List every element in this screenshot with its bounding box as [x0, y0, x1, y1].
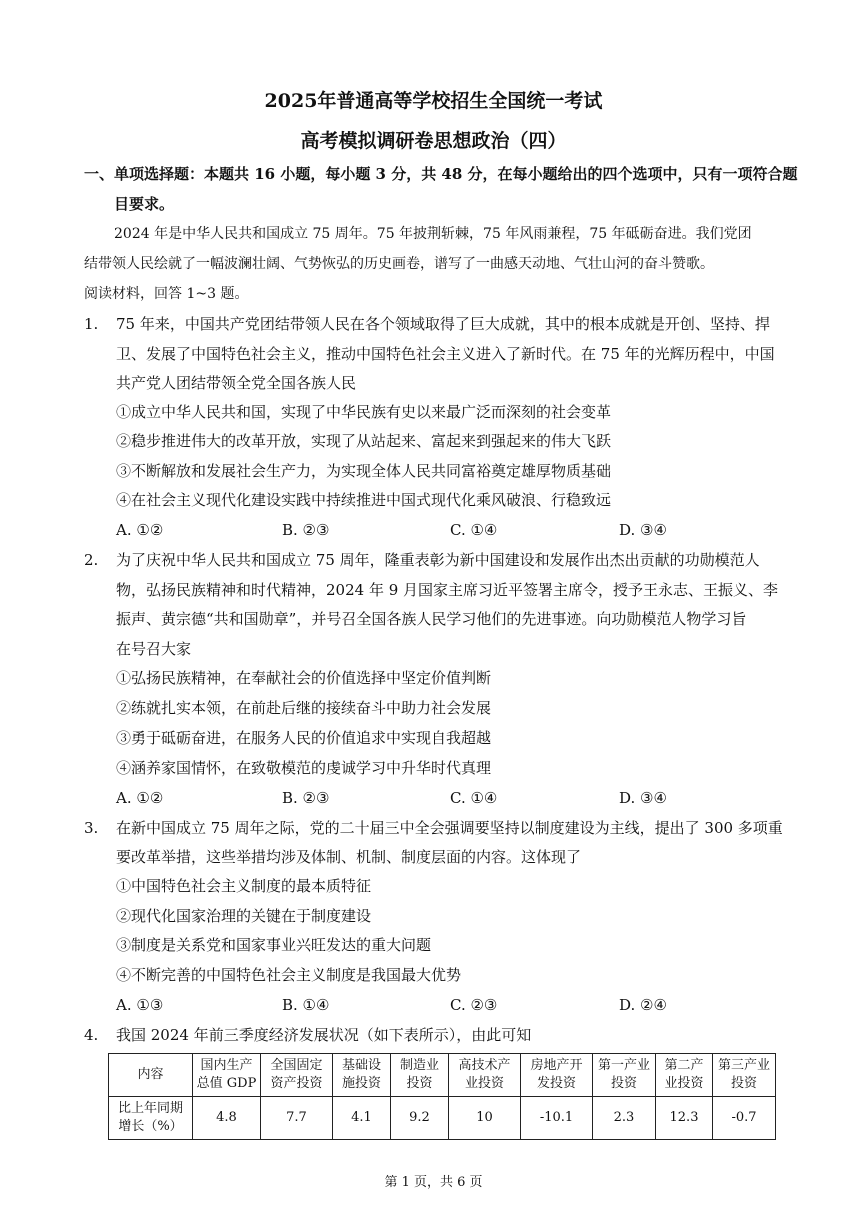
question-item: ④在社会主义现代化建设实践中持续推进中国式现代化乘风破浪、行稳致远 [116, 491, 612, 509]
option-c[interactable]: C. ①④ [450, 521, 498, 539]
table-cell: 10 [449, 1097, 521, 1140]
intro-line: 2024 年是中华人民共和国成立 75 周年。75 年披荆斩棘，75 年风雨兼程，75 年砥砺奋进。我们党团 [114, 226, 752, 242]
option-d[interactable]: D. ②④ [619, 996, 667, 1014]
question-number: 1. [84, 315, 99, 333]
table-header-cell: 第一产业 投资 [593, 1054, 656, 1097]
table-cell: 12.3 [656, 1097, 713, 1140]
table-header-cell: 全国固定 资产投资 [261, 1054, 333, 1097]
question-item: ③制度是关系党和国家事业兴旺发达的重大问题 [116, 936, 432, 954]
question-item: ③勇于砥砺奋进，在服务人民的价值追求中实现自我超越 [116, 729, 492, 747]
question-item: ①弘扬民族精神，在奉献社会的价值选择中坚定价值判断 [116, 669, 492, 687]
question-item: ②现代化国家治理的关键在于制度建设 [116, 907, 372, 925]
question-item: ①中国特色社会主义制度的最本质特征 [116, 877, 372, 895]
table-header-cell: 第二产 业投资 [656, 1054, 713, 1097]
option-b[interactable]: B. ②③ [282, 789, 330, 807]
page-footer: 第 1 页，共 6 页 [384, 1175, 483, 1190]
table-cell: 2.3 [593, 1097, 656, 1140]
question-stem: 在新中国成立 75 周年之际，党的二十届三中全会强调要坚持以制度建设为主线，提出了 300 多项重 [116, 819, 783, 837]
table-cell: 4.8 [193, 1097, 261, 1140]
section-heading: 一、单项选择题：本题共 16 小题，每小题 3 分，共 48 分，在每小题给出的四个选项中，只有一项符合题 [84, 165, 798, 183]
table-header-cell: 内容 [109, 1054, 193, 1097]
question-stem: 要改革举措，这些举措均涉及体制、机制、制度层面的内容。这体现了 [116, 848, 582, 866]
option-a[interactable]: A. ①③ [116, 996, 164, 1014]
question-item: ④涵养家国情怀，在致敬模范的虔诚学习中升华时代真理 [116, 759, 492, 777]
intro-line: 阅读材料，回答 1~3 题。 [84, 286, 249, 302]
question-item: ②稳步推进伟大的改革开放，实现了从站起来、富起来到强起来的伟大飞跃 [116, 432, 612, 450]
question-stem: 我国 2024 年前三季度经济发展状况（如下表所示），由此可知 [116, 1026, 532, 1044]
table-header-cell: 基础设 施投资 [333, 1054, 391, 1097]
option-b[interactable]: B. ②③ [282, 521, 330, 539]
table-cell: -0.7 [713, 1097, 776, 1140]
exam-subtitle: 高考模拟调研卷思想政治（四） [300, 130, 567, 152]
table-header-cell: 国内生产 总值 GDP [193, 1054, 261, 1097]
question-stem: 卫、发展了中国特色社会主义，推动中国特色社会主义进入了新时代。在 75 年的光辉历程中，中国 [116, 345, 775, 363]
table-header-cell: 制造业 投资 [391, 1054, 449, 1097]
question-stem: 共产党人团结带领全党全国各族人民 [116, 374, 357, 392]
question-number: 3. [84, 819, 99, 837]
table-header-cell: 第三产业 投资 [713, 1054, 776, 1097]
question-item: ①成立中华人民共和国，实现了中华民族有史以来最广泛而深刻的社会变革 [116, 403, 612, 421]
option-a[interactable]: A. ①② [116, 521, 164, 539]
table-cell: 4.1 [333, 1097, 391, 1140]
question-stem: 75 年来，中国共产党团结带领人民在各个领域取得了巨大成就，其中的根本成就是开创、坚持、捍 [116, 315, 770, 333]
table-cell: 9.2 [391, 1097, 449, 1140]
option-d[interactable]: D. ③④ [619, 521, 667, 539]
table-header-cell: 房地产开 发投资 [521, 1054, 593, 1097]
table-header-cell: 高技术产 业投资 [449, 1054, 521, 1097]
table-row-label: 比上年同期 增长（%） [109, 1097, 193, 1140]
question-item: ③不断解放和发展社会生产力，为实现全体人民共同富裕奠定雄厚物质基础 [116, 462, 612, 480]
table-row [109, 1097, 776, 1140]
option-d[interactable]: D. ③④ [619, 789, 667, 807]
question-number: 4. [84, 1026, 99, 1044]
option-a[interactable]: A. ①② [116, 789, 164, 807]
question-stem: 振声、黄宗德“共和国勋章”，并号召全国各族人民学习他们的先进事迹。向功勋模范人物学习旨 [116, 610, 747, 628]
question-number: 2. [84, 551, 99, 569]
question-item: ②练就扎实本领，在前赴后继的接续奋斗中助力社会发展 [116, 699, 492, 717]
intro-line: 结带领人民绘就了一幅波澜壮阔、气势恢弘的历史画卷，谱写了一曲感天动地、气壮山河的奋斗赞歌。 [84, 256, 714, 272]
table-cell: 7.7 [261, 1097, 333, 1140]
question-stem: 在号召大家 [116, 640, 192, 658]
question-stem: 物，弘扬民族精神和时代精神，2024 年 9 月国家主席习近平签署主席令，授予王永志、王振义、李 [116, 581, 779, 599]
option-b[interactable]: B. ①④ [282, 996, 330, 1014]
table-cell: -10.1 [521, 1097, 593, 1140]
table-header-row [109, 1054, 776, 1097]
question-stem: 为了庆祝中华人民共和国成立 75 周年，隆重表彰为新中国建设和发展作出杰出贡献的功勋模范人 [116, 551, 760, 569]
economic-data-table [108, 1053, 776, 1140]
exam-title: 2025年普通高等学校招生全国统一考试 [264, 90, 603, 112]
section-heading-cont: 目要求。 [114, 195, 175, 213]
option-c[interactable]: C. ②③ [450, 996, 498, 1014]
option-c[interactable]: C. ①④ [450, 789, 498, 807]
question-item: ④不断完善的中国特色社会主义制度是我国最大优势 [116, 966, 462, 984]
